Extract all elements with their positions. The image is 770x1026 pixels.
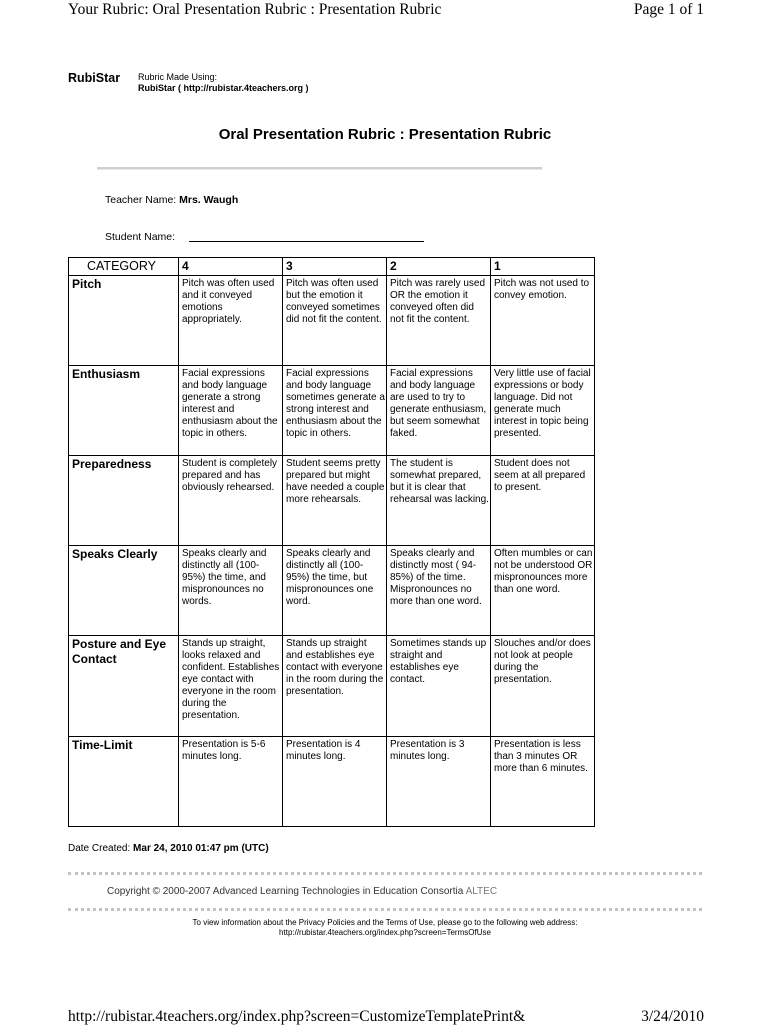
- table-row: [69, 636, 595, 737]
- print-footer-date: 3/24/2010: [641, 1008, 704, 1025]
- table-cell: Facial expressions and body language generate a strong interest and enthusiasm about the topic in others.: [179, 366, 283, 456]
- date-created-label: Date Created:: [68, 843, 131, 854]
- table-cell: Facial expressions and body language sometimes generate a strong interest and enthusiasm about the topic in others.: [283, 366, 387, 456]
- altec-link[interactable]: ALTEC: [465, 886, 498, 897]
- table-row: [69, 276, 595, 366]
- table-row: [69, 546, 595, 636]
- header-score-2: 2: [387, 258, 491, 276]
- table-cell: Slouches and/or does not look at people during the presentation.: [491, 636, 595, 737]
- student-name-label: Student Name:: [105, 231, 176, 243]
- teacher-name-line: [105, 194, 238, 206]
- rubistar-link[interactable]: RubiStar ( http://rubistar.4teachers.org ): [138, 83, 309, 93]
- category-cell: Pitch: [69, 276, 179, 366]
- table-cell: The student is somewhat prepared, but it is clear that rehearsal was lacking.: [387, 456, 491, 546]
- copyright-text: Copyright © 2000-2007 Advanced Learning Technologies in Education Consortia: [107, 886, 464, 897]
- category-cell: Time-Limit: [69, 737, 179, 827]
- table-cell: Presentation is less than 3 minutes OR more than 6 minutes.: [491, 737, 595, 827]
- rubric-title: Oral Presentation Rubric : Presentation Rubric: [218, 126, 552, 143]
- table-cell: Pitch was often used but the emotion it conveyed sometimes did not fit the content.: [283, 276, 387, 366]
- print-footer-url: http://rubistar.4teachers.org/index.php?screen=CustomizeTemplatePrint&: [68, 1008, 526, 1025]
- student-name-line: [105, 231, 175, 243]
- print-header-title: Your Rubric: Oral Presentation Rubric : Presentation Rubric: [68, 1, 442, 18]
- table-cell: Pitch was not used to convey emotion.: [491, 276, 595, 366]
- teacher-name-value: Mrs. Waugh: [179, 194, 239, 206]
- rubistar-logo: RubiStar: [68, 71, 121, 85]
- table-cell: Often mumbles or can not be understood OR mispronounces more than one word.: [491, 546, 595, 636]
- header-score-3: 3: [283, 258, 387, 276]
- header-category: CATEGORY: [69, 258, 179, 276]
- table-cell: Stands up straight, looks relaxed and confident. Establishes eye contact with everyone in the room during the presentation.: [179, 636, 283, 737]
- category-cell: Preparedness: [69, 456, 179, 546]
- made-using-label: Rubric Made Using:: [138, 72, 218, 82]
- copyright-notice: [107, 886, 497, 897]
- table-row: [69, 366, 595, 456]
- rubric-table: [68, 257, 595, 827]
- table-row: [69, 737, 595, 827]
- page-number: Page 1 of 1: [633, 1, 704, 18]
- dotted-divider: [68, 872, 702, 875]
- teacher-name-label: Teacher Name:: [105, 194, 177, 206]
- table-cell: Very little use of facial expressions or body language. Did not generate much interest in topic being presented.: [491, 366, 595, 456]
- dotted-divider: [68, 908, 702, 911]
- header-score-1: 1: [491, 258, 595, 276]
- table-cell: Speaks clearly and distinctly all (100-95%) the time, and mispronounces no words.: [179, 546, 283, 636]
- privacy-notice: [68, 918, 702, 938]
- table-cell: Speaks clearly and distinctly all (100-95%) the time, but mispronounces one word.: [283, 546, 387, 636]
- table-row: [69, 456, 595, 546]
- date-created-line: [68, 843, 269, 854]
- table-cell: Speaks clearly and distinctly most ( 94-85%) of the time. Mispronounces no more than one word.: [387, 546, 491, 636]
- table-header-row: [69, 258, 595, 276]
- privacy-text: To view information about the Privacy Policies and the Terms of Use, please go to the following web address:: [192, 918, 578, 927]
- category-cell: Posture and Eye Contact: [69, 636, 179, 737]
- category-cell: Speaks Clearly: [69, 546, 179, 636]
- table-cell: Student seems pretty prepared but might have needed a couple more rehearsals.: [283, 456, 387, 546]
- table-cell: Pitch was rarely used OR the emotion it conveyed often did not fit the content.: [387, 276, 491, 366]
- table-cell: Student is completely prepared and has obviously rehearsed.: [179, 456, 283, 546]
- date-created-value: Mar 24, 2010 01:47 pm (UTC): [133, 843, 269, 854]
- table-cell: Pitch was often used and it conveyed emotions appropriately.: [179, 276, 283, 366]
- table-cell: Presentation is 3 minutes long.: [387, 737, 491, 827]
- title-divider: [97, 167, 542, 170]
- table-cell: Presentation is 4 minutes long.: [283, 737, 387, 827]
- table-cell: Presentation is 5-6 minutes long.: [179, 737, 283, 827]
- header-score-4: 4: [179, 258, 283, 276]
- table-cell: Stands up straight and establishes eye contact with everyone in the room during the presentation.: [283, 636, 387, 737]
- category-cell: Enthusiasm: [69, 366, 179, 456]
- table-cell: Student does not seem at all prepared to present.: [491, 456, 595, 546]
- student-name-blank: [189, 241, 424, 242]
- table-cell: Facial expressions and body language are used to try to generate enthusiasm, but seem somewhat faked.: [387, 366, 491, 456]
- table-cell: Sometimes stands up straight and establishes eye contact.: [387, 636, 491, 737]
- terms-link[interactable]: http://rubistar.4teachers.org/index.php?screen=TermsOfUse: [279, 928, 491, 937]
